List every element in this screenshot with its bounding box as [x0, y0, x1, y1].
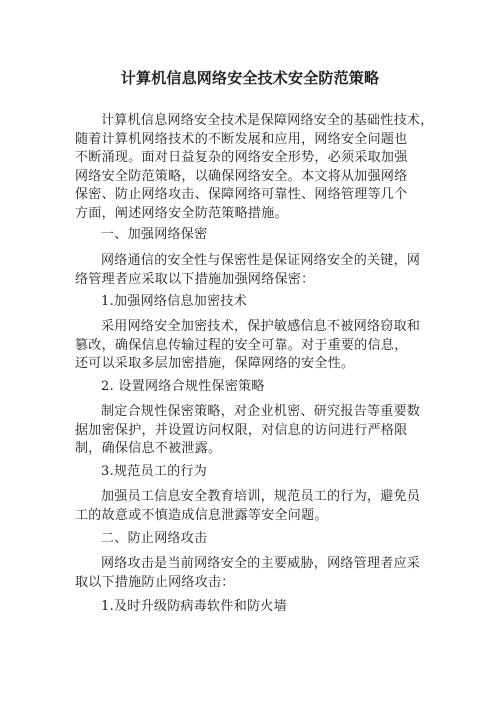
- text-line: 保密、防止网络攻击、保障网络可靠性、网络管理等几个: [75, 187, 408, 202]
- section1-paragraph: [75, 252, 435, 289]
- text-line: 制，确保信息不被泄露。: [75, 441, 222, 456]
- section2-heading: 二、防止网络攻击: [101, 531, 208, 546]
- intro-paragraph: [75, 112, 435, 223]
- document-title: 计算机信息网络安全技术安全防范策略: [120, 69, 380, 87]
- section2-paragraph: [75, 555, 435, 592]
- section2-item1-heading: 1.及时升级防病毒软件和防火墙: [101, 599, 287, 614]
- text-line: 网络安全防范策略，以确保网络安全。本文将从加强网络: [75, 168, 408, 184]
- text-line: 取以下措施防止网络攻击：: [75, 574, 235, 590]
- text-line: 计算机信息网络安全技术是保障网络安全的基础性技术，: [101, 113, 434, 128]
- section1-item2-paragraph: [75, 403, 435, 459]
- text-line: 工的故意或不慎造成信息泄露等安全问题。: [75, 507, 328, 523]
- text-line: 加强员工信息安全教育培训，规范员工的行为，避免员: [101, 489, 421, 504]
- text-line: 制定合规性保密策略，对企业机密、研究报告等重要数: [101, 404, 421, 419]
- text-line: 络管理者应采取以下措施加强网络保密：: [75, 271, 315, 287]
- text-line: 方面，阐述网络安全防范策略措施。: [75, 205, 288, 221]
- text-line: 网络攻击是当前网络安全的主要威胁，网络管理者应采: [101, 556, 421, 571]
- section1-item1-paragraph: [75, 318, 435, 374]
- section1-item3-heading: 3.规范员工的行为: [101, 464, 208, 479]
- text-line: 网络通信的安全性与保密性是保证网络安全的关键，网: [101, 253, 421, 268]
- text-line: 随着计算机网络技术的不断发展和应用，网络安全问题也: [75, 131, 408, 147]
- section1-heading: 一、加强网络保密: [101, 227, 208, 242]
- section1-item1-heading: 1.加强网络信息加密技术: [101, 294, 248, 309]
- text-line: 还可以采取多层加密措施，保障网络的安全性。: [75, 356, 355, 371]
- text-line: 据加密保护，并设置访问权限，对信息的访问进行严格限: [75, 422, 408, 438]
- text-line: 不断涌现。面对日益复杂的网络安全形势，必须采取加强: [75, 150, 408, 165]
- section1-item3-paragraph: [75, 488, 435, 525]
- text-line: 采用网络安全加密技术，保护敏感信息不被网络窃取和: [101, 319, 421, 334]
- text-line: 篡改，确保信息传输过程的安全可靠。对于重要的信息，: [75, 337, 408, 353]
- section1-item2-heading: 2. 设置网络合规性保密策略: [101, 379, 265, 394]
